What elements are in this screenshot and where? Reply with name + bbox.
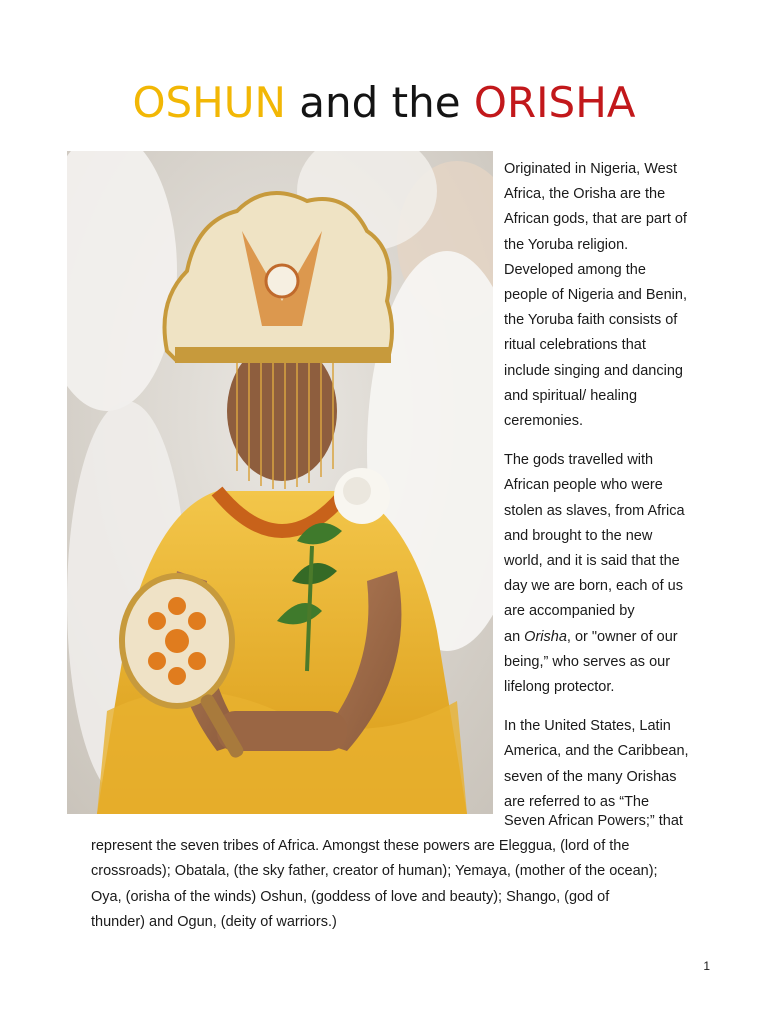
text-line: Oya, (orisha of the winds) Oshun, (goddess of love and beauty); Shango, (god of [91, 888, 610, 905]
text-line: The gods travelled with [504, 452, 654, 469]
text-line: crossroads); Obatala, (the sky father, creator of human); Yemaya, (mother of the ocean); [91, 863, 658, 880]
title-and-the: and the [285, 78, 474, 127]
text-line: and brought to the new [504, 527, 653, 544]
text-line: being,” who serves as our [504, 653, 671, 670]
text-line: lifelong protector. [504, 679, 615, 696]
page-number: 1 [703, 959, 710, 973]
text-line: people of Nigeria and Benin, [504, 287, 687, 304]
text-line: Originated in Nigeria, West [504, 161, 678, 177]
text-owner: , or "owner of our [566, 628, 678, 645]
text-line: the Yoruba religion. [504, 236, 629, 253]
oshun-photo-illustration [67, 151, 493, 814]
text-line: and spiritual/ healing [504, 387, 638, 404]
paragraph-gods-travelled [504, 448, 754, 700]
text-line: represent the seven tribes of Africa. Amongst these powers are Eleggua, (lord of the [91, 838, 630, 855]
text-line: stolen as slaves, from Africa [504, 502, 685, 519]
text-line: ceremonies. [504, 413, 583, 430]
text-line: Africa, the Orisha are the [504, 186, 666, 203]
paragraph-seven-powers-start [504, 714, 754, 815]
text-line: thunder) and Ogun, (deity of warriors.) [91, 913, 337, 930]
text-line: world, and it is said that the [504, 553, 680, 570]
text-line: seven of the many Orishas [504, 768, 677, 785]
orisha-italic: Orisha [524, 628, 567, 645]
paragraph-seven-powers-continued [91, 809, 731, 935]
text-line: ritual celebrations that [504, 337, 646, 354]
text-line: Developed among the [504, 261, 646, 278]
side-text-column [504, 157, 754, 815]
text-line: In the United States, Latin [504, 718, 671, 735]
text-line-orisha [504, 625, 754, 650]
text-line: African people who were [504, 477, 663, 494]
text-line: the Yoruba faith consists of [504, 312, 678, 329]
text-line: America, and the Caribbean, [504, 743, 689, 760]
title-orisha: ORISHA [473, 78, 636, 127]
text-line: day we are born, each of us [504, 578, 683, 595]
text-line: African gods, that are part of [504, 211, 687, 228]
text-line: are referred to as “The [504, 793, 650, 810]
title-oshun: OSHUN [132, 78, 286, 127]
text-an: an [504, 628, 525, 645]
text-line: include singing and dancing [504, 362, 683, 379]
text-line: Seven African Powers;” that [504, 813, 683, 829]
text-line: are accompanied by [504, 603, 635, 620]
paragraph-origins [504, 157, 754, 434]
oshun-photo [67, 151, 493, 814]
page-title [0, 76, 768, 130]
